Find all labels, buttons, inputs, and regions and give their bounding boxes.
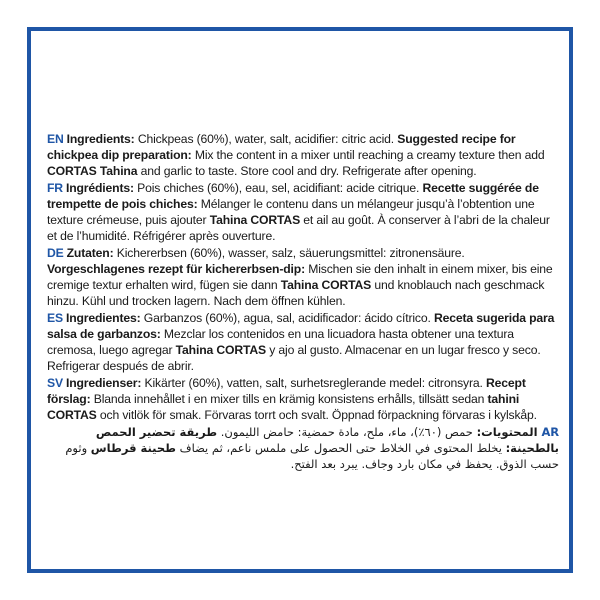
- section-sv: [47, 375, 559, 423]
- lang-code-ar: AR: [541, 425, 559, 439]
- es-recipe-text-2: y ajo al gusto. Almacenar en un lugar fresco y seco. Refrigerar después de abrir.: [47, 343, 541, 373]
- section-fr: [47, 180, 559, 244]
- es-ingredients-text: Garbanzos (60%), agua, sal, acidificador: ácido cítrico.: [140, 311, 434, 325]
- es-tahina-brand: Tahina CORTAS: [175, 343, 267, 357]
- de-recipe-text-1: Mischen sie den inhalt in einem mixer, bis eine cremige textur erhalten wird, fügen sie dann: [47, 262, 553, 292]
- sv-recipe-heading: Recept förslag:: [47, 376, 526, 406]
- de-recipe-heading: Vorgeschlagenes rezept für kichererbsen-dip:: [47, 262, 305, 276]
- es-ingredients-heading: Ingredientes:: [65, 311, 141, 325]
- ar-recipe-text-1: يخلط المحتوى في الخلاط حتى الحصول على ملمس ناعم، ثم يضاف: [176, 441, 506, 455]
- section-en: [47, 131, 559, 179]
- sv-recipe-text-2: och vitlök för smak. Förvaras torrt och svalt. Öppnad förpackning förvaras i kylskåp.: [96, 408, 537, 422]
- de-ingredients-heading: Zutaten:: [66, 246, 114, 260]
- sv-ingredients-heading: Ingredienser:: [65, 376, 142, 390]
- lang-code-es: ES: [47, 311, 63, 325]
- ar-ingredients-text: حمص (٦٠٪)، ماء، ملح، مادة حمضية: حامض الليمون.: [217, 425, 477, 439]
- ar-recipe-text-2: وثوم حسب الذوق. يحفظ في مكان بارد وجاف. يبرد بعد الفتح.: [65, 441, 559, 471]
- en-ingredients-heading: Ingredients:: [66, 132, 135, 146]
- lang-code-sv: SV: [47, 376, 63, 390]
- fr-recipe-text-1: Mélanger le contenu dans un mélangeur jusqu’à l’obtention une texture crémeuse, puis ajouter: [47, 197, 535, 227]
- es-recipe-heading: Receta sugerida para salsa de garbanzos:: [47, 311, 555, 341]
- de-ingredients-text: Kichererbsen (60%), wasser, salz, säuerungsmittel: zitronensäure.: [113, 246, 465, 260]
- ar-ingredients-heading: المحتويات:: [476, 425, 538, 439]
- en-tahina-brand: CORTAS Tahina: [47, 164, 138, 178]
- en-recipe-text-2: and garlic to taste. Store cool and dry. Refrigerate after opening.: [137, 164, 477, 178]
- fr-recipe-heading: Recette suggérée de trempette de pois chiches:: [47, 181, 539, 211]
- sv-recipe-text-1: Blanda innehållet i en mixer tills en krämig konsistens erhålls, tillsätt sedan: [90, 392, 488, 406]
- fr-ingredients-heading: Ingrédients:: [65, 181, 134, 195]
- ingredients-text-block: [47, 131, 559, 473]
- sv-ingredients-text: Kikärter (60%), vatten, salt, surhetsreglerande medel: citronsyra.: [141, 376, 486, 390]
- section-es: [47, 310, 559, 374]
- ar-recipe-heading: طريقة تحضير الحمص بالطحينة:: [95, 425, 559, 455]
- lang-code-en: EN: [47, 132, 64, 146]
- section-ar: [47, 424, 559, 472]
- fr-ingredients-text: Pois chiches (60%), eau, sel, acidifiant: acide citrique.: [133, 181, 423, 195]
- en-recipe-heading: Suggested recipe for chickpea dip preparation:: [47, 132, 516, 162]
- fr-tahina-brand: Tahina CORTAS: [209, 213, 301, 227]
- lang-code-fr: FR: [47, 181, 63, 195]
- sv-tahina-brand: tahini CORTAS: [47, 392, 520, 422]
- lang-code-de: DE: [47, 246, 64, 260]
- de-tahina-brand: Tahina CORTAS: [280, 278, 372, 292]
- de-recipe-text-2: und knoblauch nach geschmack hinzu. Kühl und trocken lagern. Nach dem öffnen kühlen.: [47, 278, 545, 308]
- ar-tahina-brand: طحينة قرطاس: [90, 441, 176, 455]
- fr-recipe-text-2: et ail au goût. À conserver à l’abri de la chaleur et de l’humidité. Réfrigérer après ouverture.: [47, 213, 550, 243]
- en-ingredients-text: Chickpeas (60%), water, salt, acidifier: citric acid.: [134, 132, 398, 146]
- en-recipe-text-1: Mix the content in a mixer until reaching a creamy texture then add: [191, 148, 545, 162]
- es-recipe-text-1: Mezclar los contenidos en una licuadora hasta obtener una textura cremosa, luego agregar: [47, 327, 514, 357]
- section-de: [47, 245, 559, 309]
